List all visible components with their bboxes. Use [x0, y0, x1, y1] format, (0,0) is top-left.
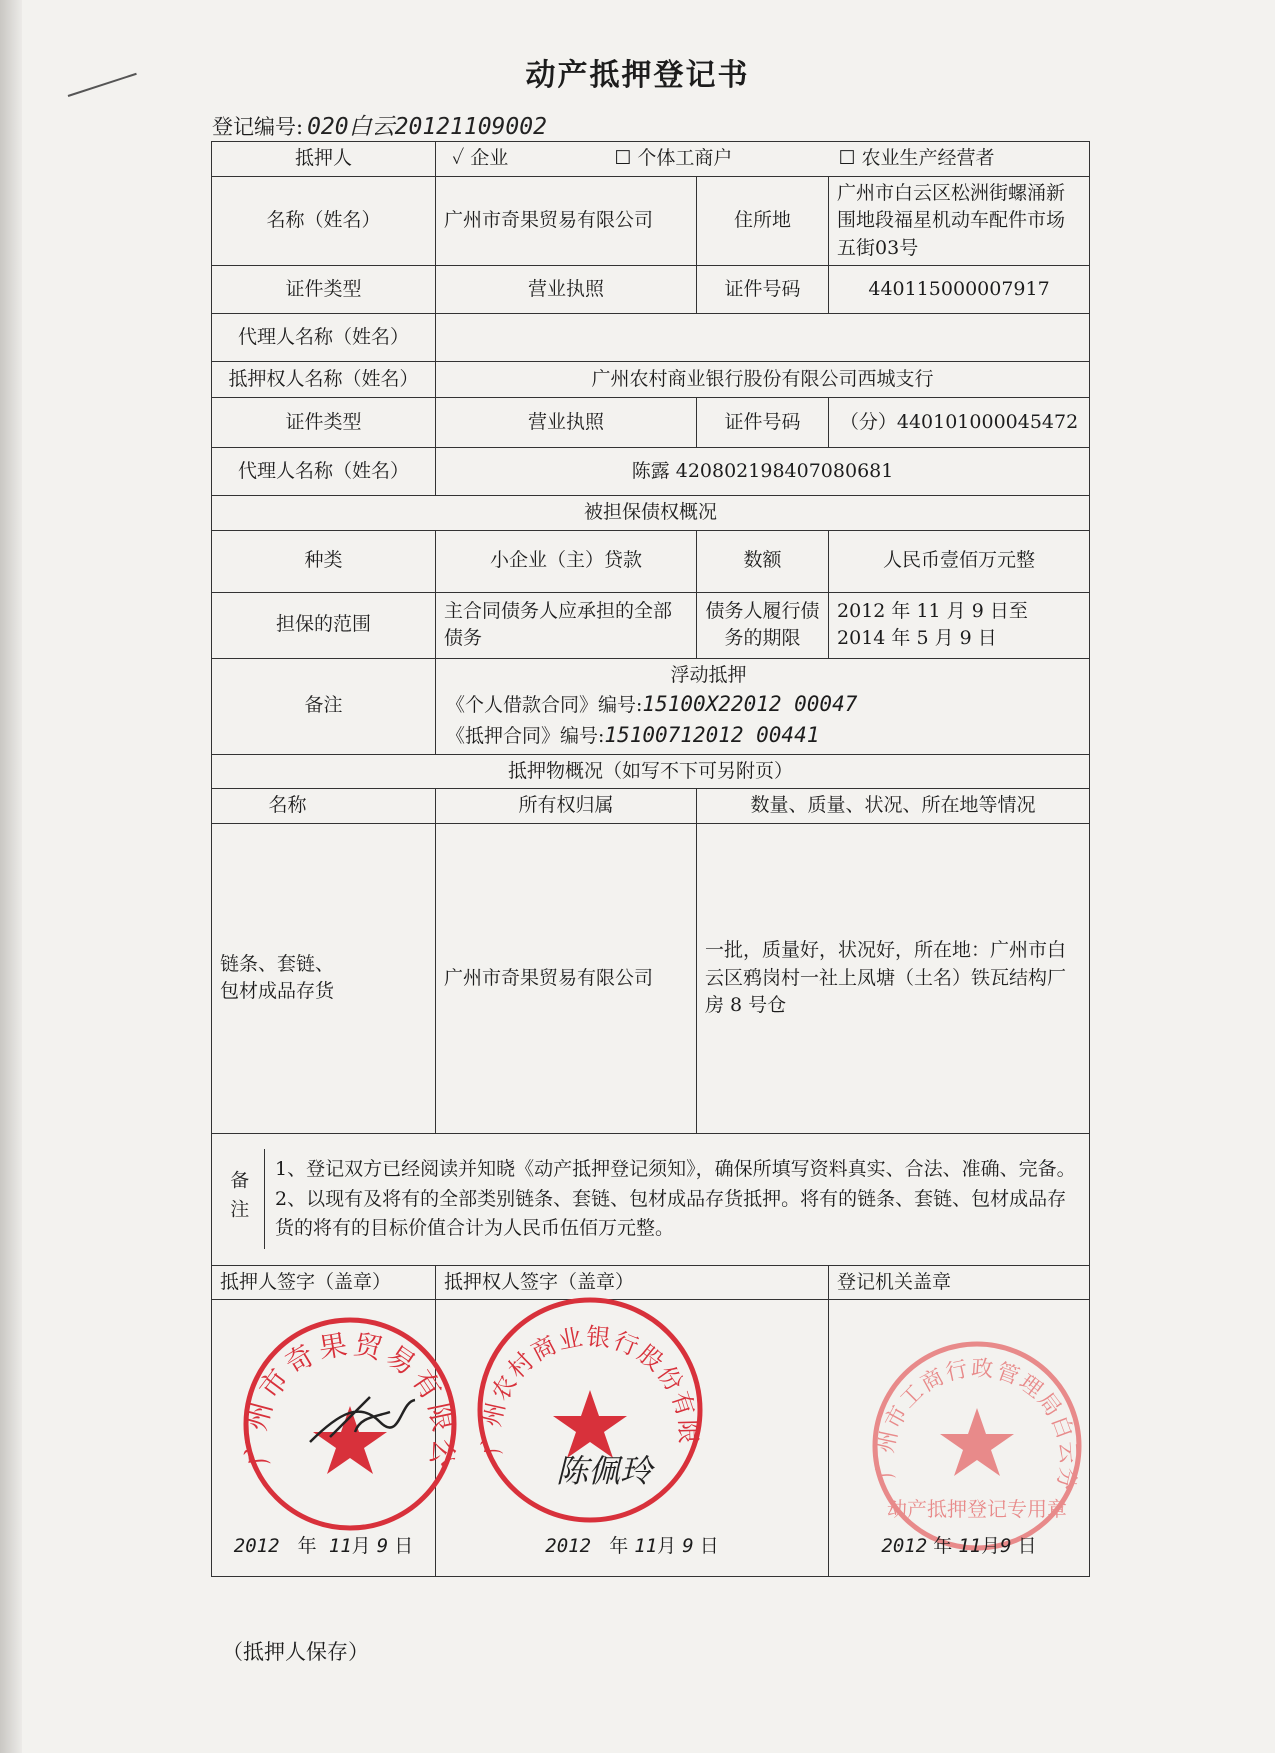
authority-seal-area [829, 1300, 1090, 1577]
debt-term-label: 债务人履行债务的期限 [697, 592, 829, 658]
authority-seal-date: 2012 年 11月9 日 [881, 1534, 1037, 1557]
mortgagee-seal-text: 广州农村商业银行股份有限 [477, 1322, 703, 1457]
authority-seal-subtext: 动产抵押登记专用章 [887, 1497, 1068, 1522]
debt-section-title: 被担保债权概况 [212, 496, 1090, 531]
registration-number-label: 登记编号: [212, 115, 304, 139]
collateral-detail: 一批，质量好，状况好，所在地：广州市白云区鸦岗村一社上凤塘（土名）铁瓦结构厂房 8 号仓 [697, 823, 1090, 1133]
authority-seal-label: 登记机关盖章 [829, 1265, 1090, 1300]
mortgagee-agent: 陈露 420802198407080681 [436, 448, 1090, 496]
mortgagor-signature-area [212, 1300, 460, 1577]
collateral-section-title: 抵押物概况（如写不下可另附页） [212, 754, 1090, 789]
notes-label: 备注 [212, 1149, 265, 1249]
mortgagor-name-label: 名称（姓名） [212, 176, 436, 266]
mortgagor-type-options [436, 142, 1090, 177]
collateral-col-detail: 数量、质量、状况、所在地等情况 [697, 789, 1090, 824]
mortgagee-handwritten-signature: 陈佩玲 [556, 1452, 653, 1491]
mortgagee-signature-label: 抵押权人签字（盖章） [436, 1265, 829, 1300]
mortgagor-agent [436, 314, 1090, 362]
debt-scope: 主合同债务人应承担的全部债务 [436, 592, 697, 658]
mortgagor-sign-date: 2012 年 11月 9 日 [233, 1534, 414, 1557]
mortgagee-id-type-label: 证件类型 [212, 398, 436, 448]
mortgagee-id-no-label: 证件号码 [697, 398, 829, 448]
collateral-col-name: 名称 [212, 789, 436, 824]
scan-edge [0, 0, 22, 1753]
mortgagor-agent-label: 代理人名称（姓名） [212, 314, 436, 362]
registration-number [212, 108, 547, 141]
mortgagee-name-label: 抵押权人名称（姓名） [212, 362, 436, 398]
mortgagor-address-label: 住所地 [697, 176, 829, 266]
note-item-1: 1、登记双方已经阅读并知晓《动产抵押登记须知》，确保所填写资料真实、合法、准确、完备。 [275, 1158, 1076, 1181]
document-title: 动产抵押登记书 [525, 58, 750, 93]
mortgagor-handwritten-signature [300, 1392, 420, 1452]
loan-contract-number: 15100X22012 00047 [642, 692, 858, 717]
collateral-name: 链条、套链、包材成品存货 [212, 823, 436, 1133]
mortgagor-label: 抵押人 [212, 142, 436, 177]
mortgagor-id-type-label: 证件类型 [212, 266, 436, 314]
option-enterprise: ✓ 企业 [452, 147, 509, 169]
mortgage-contract-number: 15100712012 00441 [604, 723, 820, 747]
debt-kind: 小企业（主）贷款 [436, 530, 697, 592]
copy-holder-note: （抵押人保存） [222, 1640, 369, 1664]
mortgagor-name: 广州市奇果贸易有限公司 [436, 176, 697, 266]
authority-official-seal [869, 1338, 1085, 1554]
loan-contract-label: 《个人借款合同》编号: [446, 694, 643, 717]
mortgagor-id-no: 440115000007917 [829, 266, 1090, 314]
note-item-2: 2、以现有及将有的全部类别链条、套链、包材成品存货抵押。将有的链条、套链、包材成品存货的将有的目标价值合计为人民币伍佰万元整。 [275, 1187, 1067, 1240]
mortgagor-id-no-label: 证件号码 [697, 266, 829, 314]
option-agricultural-operator: ☐ 农业生产经营者 [838, 147, 995, 169]
authority-seal-graphic [869, 1338, 1085, 1554]
mortgagee-sign-date: 2012 年 11月 9 日 [545, 1534, 719, 1557]
debt-remark-loan-contract [446, 689, 1081, 720]
debt-scope-label: 担保的范围 [212, 592, 436, 658]
debt-amount-label: 数额 [697, 530, 829, 592]
registration-form [211, 141, 1090, 1577]
debt-amount: 人民币壹佰万元整 [829, 530, 1090, 592]
debt-term: 2012 年 11 月 9 日至 2014 年 5 月 9 日 [829, 592, 1090, 658]
debt-kind-label: 种类 [212, 530, 436, 592]
mortgagee-name: 广州农村商业银行股份有限公司西城支行 [436, 362, 1090, 398]
mortgagee-id-type: 营业执照 [436, 398, 697, 448]
authority-seal-text: 广州市工商行政管理局白云分 [873, 1356, 1081, 1495]
debt-remark-mortgage-contract [446, 720, 1081, 751]
option-individual-business: ☐ 个体工商户 [614, 147, 733, 169]
mortgage-contract-label: 《抵押合同》编号: [446, 725, 605, 747]
notes-row [212, 1133, 1090, 1265]
mortgagor-seal-text: 广州市奇果贸易有限公 [240, 1327, 460, 1474]
notes-content [265, 1149, 1089, 1249]
mortgagee-signature-area [436, 1300, 829, 1577]
mortgagor-address: 广州市白云区松洲街螺涌新围地段福星机动车配件市场五街03号 [829, 176, 1090, 266]
debt-remark-floating: 浮动抵押 [670, 663, 747, 686]
mortgagee-agent-label: 代理人名称（姓名） [212, 448, 436, 496]
mortgagor-id-type: 营业执照 [436, 266, 697, 314]
debt-remark-label: 备注 [212, 658, 436, 754]
mortgagee-id-no: （分）440101000045472 [829, 398, 1090, 448]
collateral-col-owner: 所有权归属 [436, 789, 697, 824]
mortgagor-signature-label: 抵押人签字（盖章） [212, 1265, 436, 1300]
collateral-owner: 广州市奇果贸易有限公司 [436, 823, 697, 1133]
registration-number-value: 020白云20121109002 [307, 114, 547, 140]
debt-remark [436, 658, 1090, 754]
